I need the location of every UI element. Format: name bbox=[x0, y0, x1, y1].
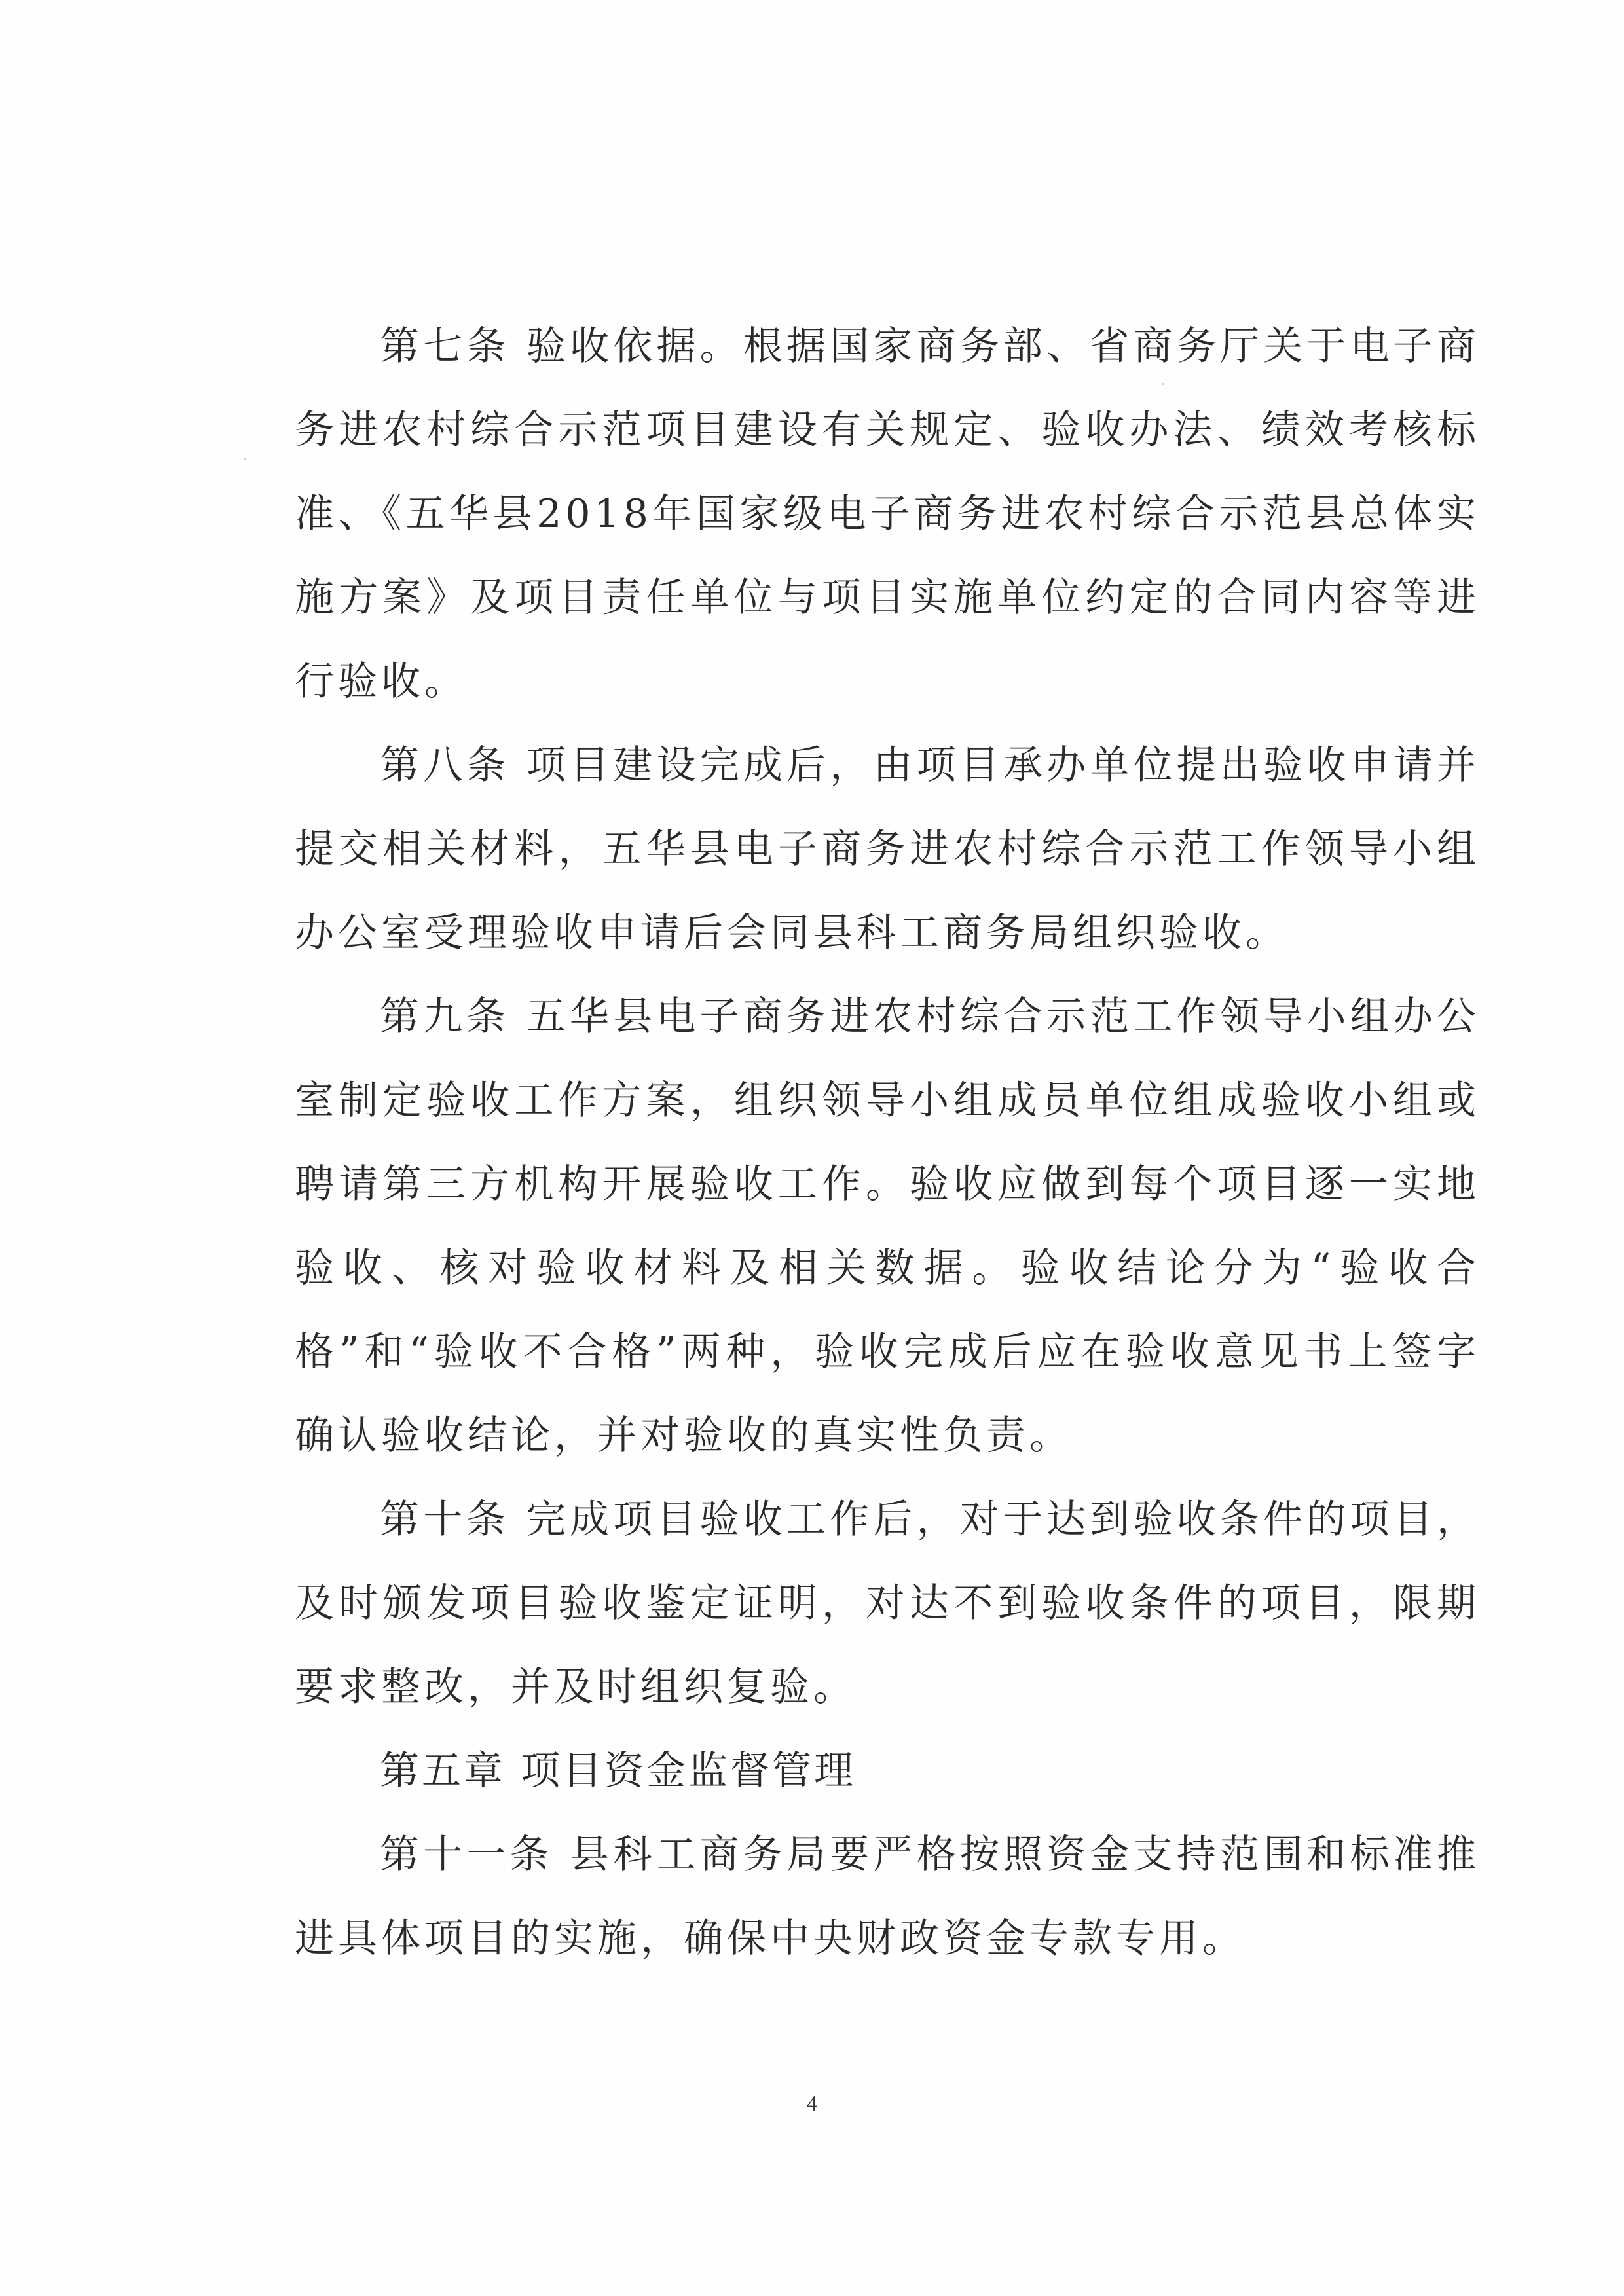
page-number: 4 bbox=[806, 2092, 818, 2116]
scan-speck bbox=[244, 458, 246, 460]
article-11-paragraph: 第十一条 县科工商务局要严格按照资金支持范围和标准推进具体项目的实施，确保中央财政资金专款专用。 bbox=[295, 1832, 1480, 1961]
article-10-paragraph: 第十条 完成项目验收工作后，对于达到验收条件的项目，及时颁发项目验收鉴定证明，对达不到验收条件的项目，限期要求整改，并及时组织复验。 bbox=[295, 1497, 1480, 1710]
article-9-paragraph: 第九条 五华县电子商务进农村综合示范工作领导小组办公室制定验收工作方案，组织领导小组成员单位组成验收小组或聘请第三方机构开展验收工作。验收应做到每个项目逐一实地验收、核对验收材料及相关数据。验收结论分为“验收合格”和“验收不合格”两种，验收完成后应在验收意见书上签字确认验收结论，并对验收的真实性负责。 bbox=[295, 994, 1480, 1459]
article-8-paragraph: 第八条 项目建设完成后，由项目承办单位提出验收申请并提交相关材料，五华县电子商务进农村综合示范工作领导小组办公室受理验收申请后会同县科工商务局组织验收。 bbox=[295, 742, 1480, 956]
document-body bbox=[295, 304, 1480, 1980]
article-7-paragraph: 第七条 验收依据。根据国家商务部、省商务厅关于电子商务进农村综合示范项目建设有关规定、验收办法、绩效考核标准、《五华县2018年国家级电子商务进农村综合示范县总体实施方案》及项目责任单位与项目实施单位约定的合同内容等进行验收。 bbox=[295, 323, 1480, 704]
chapter-heading: 第五章 项目资金监督管理 bbox=[380, 1748, 857, 1794]
